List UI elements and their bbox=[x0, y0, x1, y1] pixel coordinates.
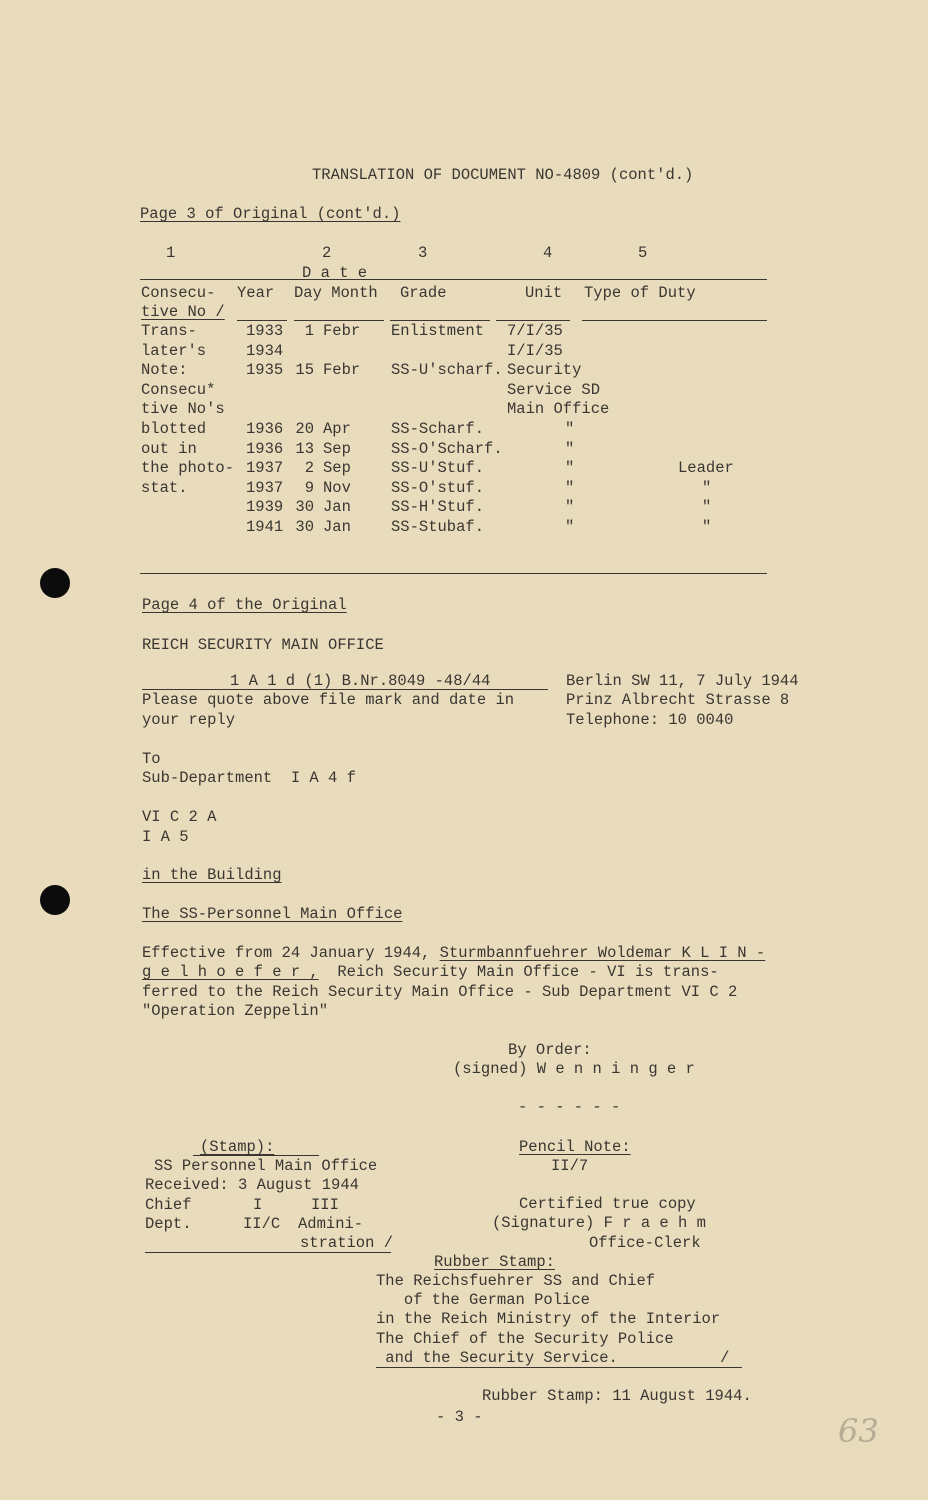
table-row bbox=[0, 381, 928, 400]
table-row bbox=[0, 420, 928, 439]
cell-note: blotted bbox=[141, 420, 207, 438]
signed: (signed) W e n n i n g e r bbox=[453, 1060, 695, 1078]
col-num-3: 3 bbox=[418, 244, 428, 262]
officer-name: Sturmbannfuehrer Woldemar K L I N - bbox=[439, 944, 766, 962]
cell-unit: " bbox=[565, 479, 575, 497]
table-bottom-rule bbox=[140, 573, 767, 574]
header-consecutive-2: tive No / bbox=[141, 303, 225, 321]
cell-day: 30 bbox=[295, 498, 314, 516]
certified: Certified true copy bbox=[519, 1195, 696, 1213]
header-underline bbox=[237, 320, 287, 321]
body-line: "Operation Zeppelin" bbox=[142, 1002, 329, 1020]
col-num-4: 4 bbox=[543, 244, 553, 262]
handwritten-page-number: 63 bbox=[838, 1412, 879, 1450]
cell-day: 2 bbox=[304, 459, 314, 477]
stamp-label: (Stamp): bbox=[200, 1138, 275, 1156]
body-text: Reich Security Main Office - VI is trans- bbox=[318, 963, 719, 981]
in-building: in the Building bbox=[142, 866, 282, 884]
cell-grade: SS-Stubaf. bbox=[391, 518, 485, 536]
rubber-stamp-line: of the German Police bbox=[376, 1291, 590, 1309]
cell-year: 1935 bbox=[246, 361, 284, 379]
cell-day: 9 bbox=[304, 479, 314, 497]
header-duty: Type of Duty bbox=[584, 284, 696, 302]
table-row bbox=[0, 400, 928, 419]
address: Prinz Albrecht Strasse 8 bbox=[566, 691, 790, 709]
header-grade: Grade bbox=[400, 284, 447, 302]
cell-note: later's bbox=[141, 342, 207, 360]
body-line: ferred to the Reich Security Main Office - Sub Department VI C 2 bbox=[142, 983, 738, 1001]
table-row bbox=[0, 459, 928, 478]
table-row bbox=[0, 518, 928, 537]
stamp-received: Received: 3 August 1944 bbox=[145, 1176, 359, 1194]
quote-note: your reply bbox=[142, 711, 236, 729]
quote-note: Please quote above file mark and date in bbox=[142, 691, 515, 709]
header-underline bbox=[390, 320, 490, 321]
office-clerk: Office-Clerk bbox=[589, 1234, 701, 1252]
cell-duty: Leader bbox=[678, 459, 734, 477]
cell-day: 20 bbox=[295, 420, 314, 438]
cell-unit: " bbox=[565, 498, 575, 516]
cell-unit: " bbox=[565, 459, 575, 477]
stamp-chief: Chief bbox=[145, 1196, 192, 1214]
cell-year: 1936 bbox=[246, 420, 284, 438]
cell-month: Sep bbox=[323, 440, 351, 458]
pencil-note-label: Pencil Note: bbox=[519, 1138, 631, 1156]
body-line bbox=[142, 944, 765, 963]
cell-year: 1933 bbox=[246, 322, 284, 340]
cell-month: Jan bbox=[323, 498, 351, 516]
page-number: - 3 - bbox=[436, 1408, 483, 1426]
cell-day: 1 bbox=[304, 322, 314, 340]
cell-duty: " bbox=[702, 479, 712, 497]
sub-department: Sub-Department I A 4 f bbox=[142, 769, 356, 787]
cell-day: 13 bbox=[295, 440, 314, 458]
cell-month: Jan bbox=[323, 518, 351, 536]
separator-dashes: - - - - - - bbox=[518, 1098, 621, 1116]
rubber-stamp-line: and the Security Service. / bbox=[376, 1349, 730, 1367]
cell-note: tive No's bbox=[141, 400, 225, 418]
stamp-dept-iic: II/C bbox=[243, 1215, 281, 1233]
header-day-month: Day Month bbox=[294, 284, 378, 302]
file-mark: 1 A 1 d (1) B.Nr.8049 -48/44 bbox=[230, 672, 491, 690]
stamp-rule bbox=[193, 1155, 319, 1156]
table-row bbox=[0, 479, 928, 498]
cell-unit: Security bbox=[507, 361, 582, 379]
rubber-stamp-label: Rubber Stamp: bbox=[434, 1253, 555, 1271]
cell-year: 1936 bbox=[246, 440, 284, 458]
stamp-bottom-rule bbox=[145, 1252, 391, 1253]
cell-unit: I/I/35 bbox=[507, 342, 563, 360]
body-text: Effective from 24 January 1944, bbox=[142, 944, 440, 962]
cell-unit: Main Office bbox=[507, 400, 610, 418]
cell-note: the photo- bbox=[141, 459, 235, 477]
table-row bbox=[0, 498, 928, 517]
cell-note: stat. bbox=[141, 479, 188, 497]
cell-unit: " bbox=[565, 518, 575, 536]
page4-heading: Page 4 of the Original bbox=[142, 596, 347, 614]
cell-unit: 7/I/35 bbox=[507, 322, 563, 340]
table-row bbox=[0, 342, 928, 361]
file-mark-rule bbox=[142, 689, 548, 690]
cell-day: 30 bbox=[295, 518, 314, 536]
header-unit: Unit bbox=[525, 284, 563, 302]
place-date: Berlin SW 11, 7 July 1944 bbox=[566, 672, 799, 690]
punch-hole bbox=[40, 568, 70, 598]
col-num-1: 1 bbox=[166, 244, 176, 262]
pencil-note-value: II/7 bbox=[551, 1157, 589, 1175]
table-row bbox=[0, 322, 928, 341]
col-num-5: 5 bbox=[638, 244, 648, 262]
cell-duty: " bbox=[702, 498, 712, 516]
telephone: Telephone: 10 0040 bbox=[566, 711, 734, 729]
cell-note: out in bbox=[141, 440, 197, 458]
cell-year: 1937 bbox=[246, 479, 284, 497]
stamp-dept-admin: stration / bbox=[300, 1234, 394, 1252]
stamp-dept: Dept. bbox=[145, 1215, 192, 1233]
cell-note: Consecu* bbox=[141, 381, 216, 399]
header-consecutive: Consecu- bbox=[141, 284, 216, 302]
document-title: TRANSLATION OF DOCUMENT NO-4809 (cont'd.) bbox=[312, 166, 694, 184]
cell-year: 1941 bbox=[246, 518, 284, 536]
cell-duty: " bbox=[702, 518, 712, 536]
cell-month: Apr bbox=[323, 420, 351, 438]
officer-name-cont: g e l h o e f e r , bbox=[142, 963, 319, 981]
rubber-stamp-rule bbox=[376, 1367, 742, 1368]
cell-grade: SS-Scharf. bbox=[391, 420, 485, 438]
stamp-chief-iii: III bbox=[311, 1196, 339, 1214]
cell-note: Note: bbox=[141, 361, 188, 379]
body-line bbox=[142, 963, 719, 982]
table-row bbox=[0, 361, 928, 380]
col-num-2: 2 bbox=[322, 244, 332, 262]
cell-year: 1937 bbox=[246, 459, 284, 477]
punch-hole bbox=[40, 885, 70, 915]
signature: (Signature) F r a e h m bbox=[492, 1214, 706, 1232]
date-label: D a t e bbox=[302, 264, 368, 282]
rubber-stamp-date: Rubber Stamp: 11 August 1944. bbox=[482, 1387, 752, 1405]
header-year: Year bbox=[237, 284, 275, 302]
cell-grade: SS-U'Stuf. bbox=[391, 459, 485, 477]
rubber-stamp-line: The Chief of the Security Police bbox=[376, 1330, 674, 1348]
cell-year: 1934 bbox=[246, 342, 284, 360]
cell-grade: SS-H'Stuf. bbox=[391, 498, 485, 516]
cell-month: Febr bbox=[323, 322, 361, 340]
cell-year: 1939 bbox=[246, 498, 284, 516]
cell-unit: Service SD bbox=[507, 381, 601, 399]
cell-unit: " bbox=[565, 420, 575, 438]
rubber-stamp-line: The Reichsfuehrer SS and Chief bbox=[376, 1272, 656, 1290]
addressee: The SS-Personnel Main Office bbox=[142, 905, 403, 923]
header-underline bbox=[582, 320, 767, 321]
stamp-dept-admin: Admini- bbox=[298, 1215, 364, 1233]
stamp-office: SS Personnel Main Office bbox=[154, 1157, 378, 1175]
by-order: By Order: bbox=[508, 1041, 592, 1059]
cell-grade: SS-O'Scharf. bbox=[391, 440, 503, 458]
cell-month: Nov bbox=[323, 479, 351, 497]
cell-grade: Enlistment bbox=[391, 322, 485, 340]
recipient-ia5: I A 5 bbox=[142, 828, 189, 846]
page3-heading: Page 3 of Original (cont'd.) bbox=[140, 205, 401, 223]
cell-unit: " bbox=[565, 440, 575, 458]
table-top-rule bbox=[140, 279, 767, 280]
table-row bbox=[0, 440, 928, 459]
cell-month: Sep bbox=[323, 459, 351, 477]
cell-day: 15 bbox=[295, 361, 314, 379]
cell-grade: SS-U'scharf. bbox=[391, 361, 503, 379]
to-label: To bbox=[142, 750, 161, 768]
recipient-vic2a: VI C 2 A bbox=[142, 808, 217, 826]
cell-grade: SS-O'stuf. bbox=[391, 479, 485, 497]
cell-month: Febr bbox=[323, 361, 361, 379]
header-underline bbox=[496, 320, 570, 321]
cell-note: Trans- bbox=[141, 322, 197, 340]
stamp-chief-i: I bbox=[253, 1196, 263, 1214]
letterhead: REICH SECURITY MAIN OFFICE bbox=[142, 636, 384, 654]
rubber-stamp-line: in the Reich Ministry of the Interior bbox=[376, 1310, 721, 1328]
header-underline bbox=[294, 320, 384, 321]
